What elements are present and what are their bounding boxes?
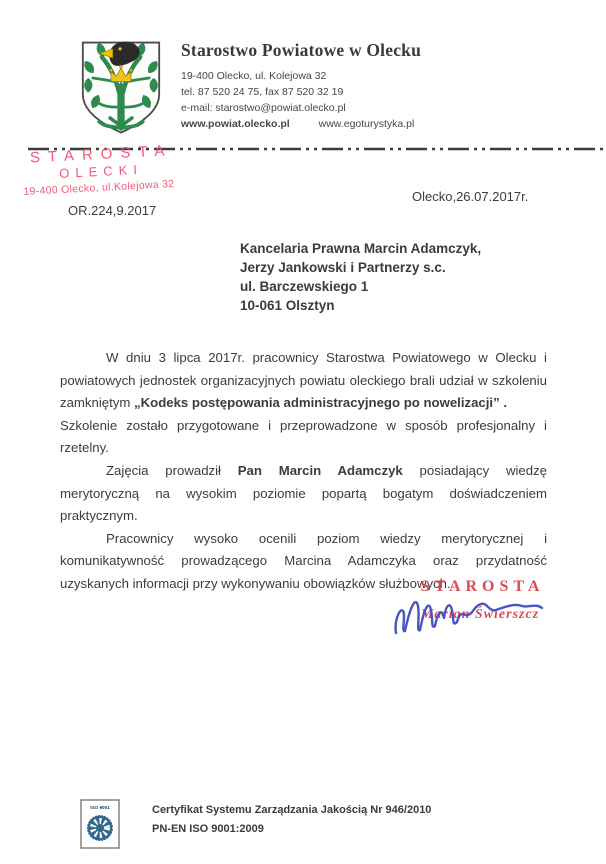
- body-text-segment: Zajęcia prowadził: [106, 462, 238, 478]
- office-website-primary: www.powiat.olecko.pl: [181, 118, 290, 130]
- footer-certification: [80, 798, 431, 850]
- olecko-coat-of-arms-icon: [72, 38, 170, 138]
- office-website-row: [181, 118, 421, 130]
- recipient-line: ul. Barczewskiego 1: [240, 279, 369, 294]
- recipient-address-block: [240, 239, 481, 315]
- handwritten-signature-ink: [390, 591, 566, 639]
- recipient-line: 10-061 Olsztyn: [240, 298, 335, 313]
- letter-body: [60, 347, 547, 596]
- cert-line-standard: PN-EN ISO 9001:2009: [152, 822, 264, 835]
- body-text-segment: W dniu 3 lipca 2017r. pracownicy Starostwa Powiatowego w Olecku i powiatowych jednostek organizacyjnych powiatu oleckiego brali udział w szkoleniu zamkniętym: [60, 350, 547, 411]
- cert-line-number: Certyfikat Systemu Zarządzania Jakością Nr 946/2010: [152, 804, 432, 816]
- office-website-secondary: www.egoturystyka.pl: [318, 118, 415, 130]
- stamp-subtitle: OLECKI: [58, 161, 144, 182]
- iso-logo-label: ISO 9001: [90, 805, 110, 810]
- starosta-stamp-name: Marian Świerszcz: [420, 607, 540, 622]
- body-text-segment: posiadający wiedzę merytoryczną na wysokim poziomie popartą bogatym doświadczeniem praktycznym.: [60, 462, 547, 524]
- iso-9001-logo-icon: [80, 798, 120, 850]
- recipient-line: Kancelaria Prawna Marcin Adamczyk,: [240, 241, 482, 256]
- stamp-address: 19-400 Olecko, ul.Kolejowa 32: [23, 178, 175, 198]
- body-text-segment: Szkolenie zostało przygotowane i przeprowadzone w sposób profesjonalny i rzetelny.: [60, 417, 547, 456]
- paragraph-training-quality: [60, 415, 547, 460]
- office-title: Starostwo Powiatowe w Olecku: [181, 40, 422, 60]
- office-phone-line: tel. 87 520 24 75, fax 87 520 32 19: [181, 86, 344, 98]
- paragraph-trainer: [60, 460, 547, 528]
- body-bold-course-title: „Kodeks postępowania administracyjnego po nowelizacji” .: [134, 395, 508, 411]
- letterhead-text: [181, 40, 421, 130]
- body-bold-trainer-name: Pan Marcin Adamczyk: [237, 462, 403, 478]
- dateline: Olecko,26.07.2017r.: [412, 189, 529, 204]
- certification-text: [152, 801, 431, 850]
- office-address-line: 19-400 Olecko, ul. Kolejowa 32: [181, 70, 327, 82]
- starosta-olecki-stamp: [11, 142, 185, 199]
- stamp-title: STAROSTA: [29, 142, 173, 167]
- recipient-line: Jerzy Jankowski i Partnerzy s.c.: [240, 260, 446, 275]
- office-email-line: e-mail: starostwo@powiat.olecko.pl: [181, 102, 346, 114]
- body-text-segment: Pracownicy wysoko ocenili poziom wiedzy merytorycznej i komunikatywność prowadzącego Marcina Adamczyka oraz przydatność uzyskanych informacji przy wykonywaniu obowiązków służbowych.: [60, 530, 547, 591]
- signature-block: [400, 578, 560, 623]
- paragraph-training-info: [60, 347, 547, 415]
- starosta-stamp-title: STAROSTA: [420, 578, 545, 595]
- reference-number: OR.224,9.2017: [68, 203, 157, 218]
